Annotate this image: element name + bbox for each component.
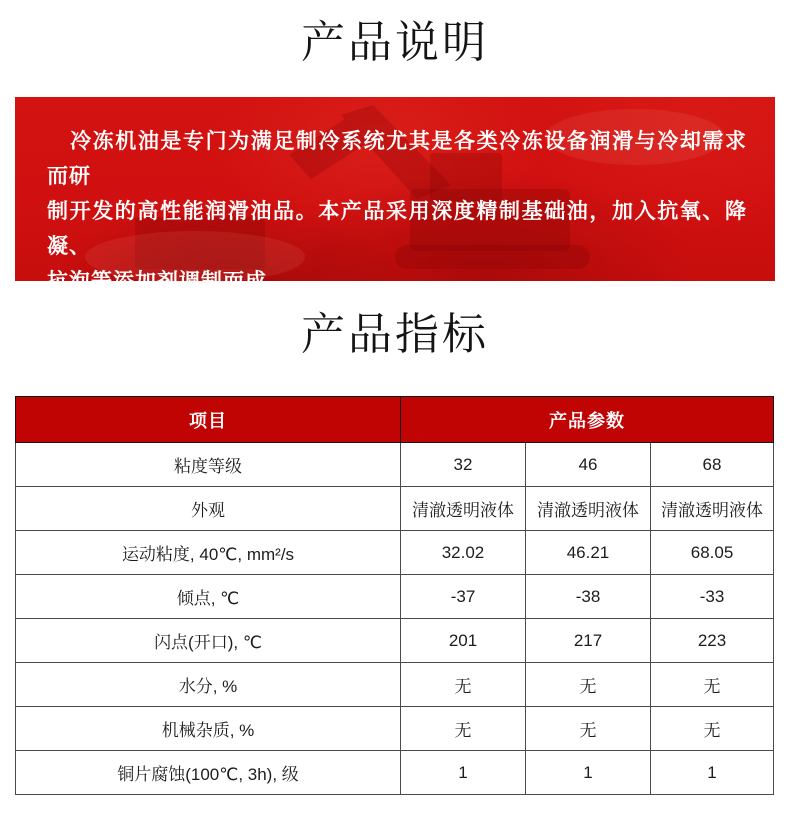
row-label: 机械杂质, % bbox=[16, 707, 401, 751]
row-value: 46 bbox=[526, 443, 651, 487]
row-value: 无 bbox=[651, 663, 774, 707]
row-value: 217 bbox=[526, 619, 651, 663]
row-value: 无 bbox=[401, 707, 526, 751]
table-row-viscosity-grade bbox=[16, 443, 774, 487]
row-value: 68.05 bbox=[651, 531, 774, 575]
row-value: -33 bbox=[651, 575, 774, 619]
row-label: 粘度等级 bbox=[16, 443, 401, 487]
table-row-water-content bbox=[16, 663, 774, 707]
table-row-pour-point bbox=[16, 575, 774, 619]
row-value: 清澈透明液体 bbox=[401, 487, 526, 531]
row-value: 清澈透明液体 bbox=[526, 487, 651, 531]
row-value: 46.21 bbox=[526, 531, 651, 575]
row-value: 68 bbox=[651, 443, 774, 487]
column-header-item: 项目 bbox=[16, 397, 401, 443]
product-description-title: 产品说明 bbox=[301, 18, 489, 67]
row-value: 无 bbox=[526, 707, 651, 751]
row-value: 无 bbox=[526, 663, 651, 707]
product-description-banner bbox=[15, 97, 775, 293]
row-value: 清澈透明液体 bbox=[651, 487, 774, 531]
table-row-mechanical-impurities bbox=[16, 707, 774, 751]
row-value: 32.02 bbox=[401, 531, 526, 575]
row-value: 223 bbox=[651, 619, 774, 663]
table-row-appearance bbox=[16, 487, 774, 531]
product-specs-title: 产品指标 bbox=[301, 310, 489, 359]
spec-table-container bbox=[15, 396, 775, 795]
row-label: 铜片腐蚀(100℃, 3h), 级 bbox=[16, 751, 401, 795]
row-value: -37 bbox=[401, 575, 526, 619]
row-label: 外观 bbox=[16, 487, 401, 531]
description-line-1: 冷冻机油是专门为满足制冷系统尤其是各类冷冻设备润滑与冷却需求而研 bbox=[47, 130, 747, 188]
row-value: 201 bbox=[401, 619, 526, 663]
column-header-params: 产品参数 bbox=[401, 397, 774, 443]
row-label: 闪点(开口), ℃ bbox=[16, 619, 401, 663]
table-row-copper-corrosion bbox=[16, 751, 774, 795]
table-row-flash-point bbox=[16, 619, 774, 663]
row-value: 32 bbox=[401, 443, 526, 487]
row-label: 倾点, ℃ bbox=[16, 575, 401, 619]
row-label: 运动粘度, 40℃, mm²/s bbox=[16, 531, 401, 575]
row-value: 无 bbox=[651, 707, 774, 751]
row-value: -38 bbox=[526, 575, 651, 619]
row-value: 无 bbox=[401, 663, 526, 707]
row-value: 1 bbox=[401, 751, 526, 795]
spec-table-header-row bbox=[16, 397, 774, 443]
product-description-text bbox=[15, 97, 775, 299]
description-line-3: 抗泡等添加剂调制而成。 bbox=[47, 270, 289, 293]
spec-table bbox=[15, 396, 774, 795]
row-label: 水分, % bbox=[16, 663, 401, 707]
row-value: 1 bbox=[526, 751, 651, 795]
row-value: 1 bbox=[651, 751, 774, 795]
description-line-2: 制开发的高性能润滑油品。本产品采用深度精制基础油，加入抗氧、降凝、 bbox=[47, 200, 747, 258]
table-row-kinematic-viscosity bbox=[16, 531, 774, 575]
